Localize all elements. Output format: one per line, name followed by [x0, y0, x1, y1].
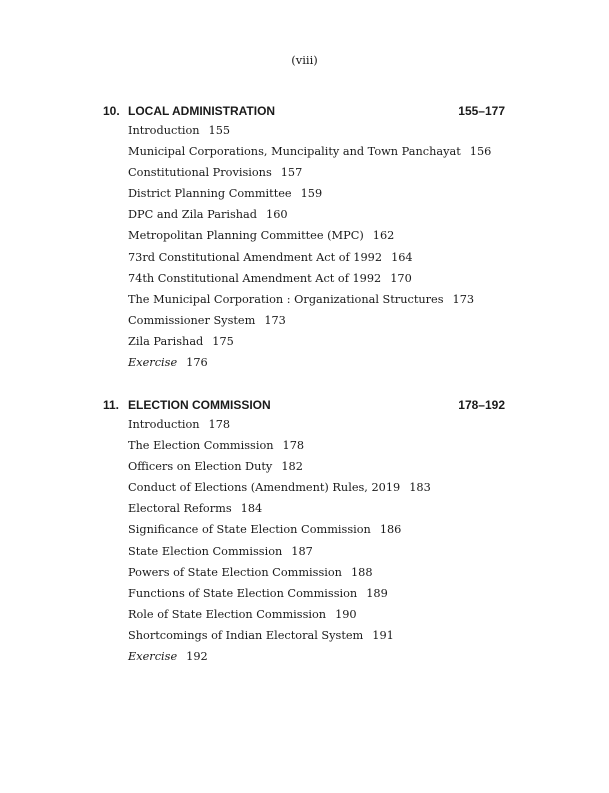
- toc-entry-exercise: [128, 352, 505, 373]
- entry-title: Exercise: [128, 356, 178, 370]
- entry-title: Zila Parishad: [128, 334, 204, 348]
- toc-entry: [128, 477, 505, 498]
- toc-entry-exercise: [128, 646, 505, 667]
- entry-page: 164: [391, 250, 413, 264]
- entry-title: Powers of State Election Commission: [128, 565, 342, 579]
- toc-entry: [128, 498, 505, 519]
- toc-entry: [128, 604, 505, 625]
- entry-page: 183: [409, 481, 431, 495]
- toc-entry: [128, 247, 505, 268]
- entry-page: 178: [208, 418, 231, 431]
- entry-page: 160: [266, 208, 288, 222]
- entry-title: Constitutional Provisions: [128, 166, 272, 180]
- entry-title: The Municipal Corporation : Organizational Structures: [128, 292, 444, 306]
- chapter-10: [103, 102, 505, 373]
- chapter-entries: [103, 414, 505, 667]
- entry-page: 173: [452, 292, 475, 306]
- entry-page: 186: [379, 523, 402, 537]
- toc-entry: [128, 562, 505, 583]
- entry-title: 74th Constitutional Amendment Act of 1992: [128, 271, 382, 285]
- toc-entry: [128, 519, 505, 540]
- entry-page: 157: [280, 166, 303, 180]
- toc-entry: [128, 625, 505, 646]
- entry-page: 182: [281, 460, 303, 474]
- chapter-entries: [103, 120, 505, 373]
- chapter-heading: [103, 396, 505, 414]
- entry-title: Shortcomings of Indian Electoral System: [128, 628, 364, 642]
- entry-title: District Planning Committee: [128, 187, 292, 201]
- entry-title: State Election Commission: [128, 544, 283, 558]
- entry-title: Introduction: [128, 124, 200, 137]
- entry-page: 184: [240, 502, 263, 516]
- chapter-page-range: 178–192: [458, 398, 505, 412]
- toc-entry: [128, 435, 505, 456]
- chapter-heading: [103, 102, 505, 120]
- chapter-title: LOCAL ADMINISTRATION: [128, 104, 276, 118]
- entry-page: 192: [186, 650, 208, 664]
- toc-entry: [128, 204, 505, 225]
- toc-entry: [128, 183, 505, 204]
- entry-page: 178: [282, 439, 305, 453]
- entry-page: 159: [300, 187, 323, 201]
- page-number: (viii): [291, 53, 318, 67]
- entry-title: Officers on Election Duty: [128, 460, 273, 474]
- chapter-11: [103, 396, 505, 667]
- entry-title: Commissioner System: [128, 313, 256, 327]
- entry-title: 73rd Constitutional Amendment Act of 1992: [128, 250, 383, 264]
- toc-entry: [128, 120, 505, 141]
- entry-page: 191: [372, 628, 394, 642]
- toc-entry: [128, 310, 505, 331]
- entry-page: 173: [264, 313, 286, 327]
- entry-page: 155: [208, 124, 231, 137]
- entry-title: Functions of State Election Commission: [128, 586, 358, 600]
- chapter-number: 10.: [103, 104, 120, 118]
- entry-page: 176: [186, 356, 208, 370]
- toc-entry: [128, 289, 505, 310]
- entry-page: 162: [372, 229, 395, 243]
- entry-page: 175: [212, 334, 234, 348]
- entry-title: Electoral Reforms: [128, 502, 232, 516]
- entry-page: 187: [291, 544, 313, 558]
- toc-entry: [128, 583, 505, 604]
- entry-title: Metropolitan Planning Committee (MPC): [128, 229, 364, 243]
- entry-title: Significance of State Election Commission: [128, 523, 371, 537]
- toc-entry: [128, 162, 505, 183]
- entry-title: Municipal Corporations, Muncipality and Town Panchayat: [128, 145, 461, 159]
- entry-title: The Election Commission: [128, 439, 274, 453]
- toc-entry: [128, 456, 505, 477]
- entry-title: Exercise: [128, 650, 178, 664]
- chapter-title: ELECTION COMMISSION: [128, 398, 271, 412]
- toc-entry: [128, 225, 505, 246]
- toc-entry: [128, 414, 505, 435]
- toc-entry: [128, 541, 505, 562]
- entry-page: 189: [366, 586, 388, 600]
- entry-title: Conduct of Elections (Amendment) Rules, 2019: [128, 481, 401, 495]
- entry-title: Role of State Election Commission: [128, 607, 327, 621]
- toc-entry: [128, 331, 505, 352]
- entry-page: 190: [335, 607, 357, 621]
- toc-entry: [128, 268, 505, 289]
- chapter-number: 11.: [103, 398, 120, 412]
- entry-page: 188: [350, 565, 373, 579]
- entry-page: 170: [390, 271, 412, 285]
- entry-page: 156: [469, 145, 492, 159]
- entry-title: DPC and Zila Parishad: [128, 208, 258, 222]
- entry-title: Introduction: [128, 418, 200, 431]
- chapter-page-range: 155–177: [458, 104, 505, 118]
- toc-entry: [128, 141, 505, 162]
